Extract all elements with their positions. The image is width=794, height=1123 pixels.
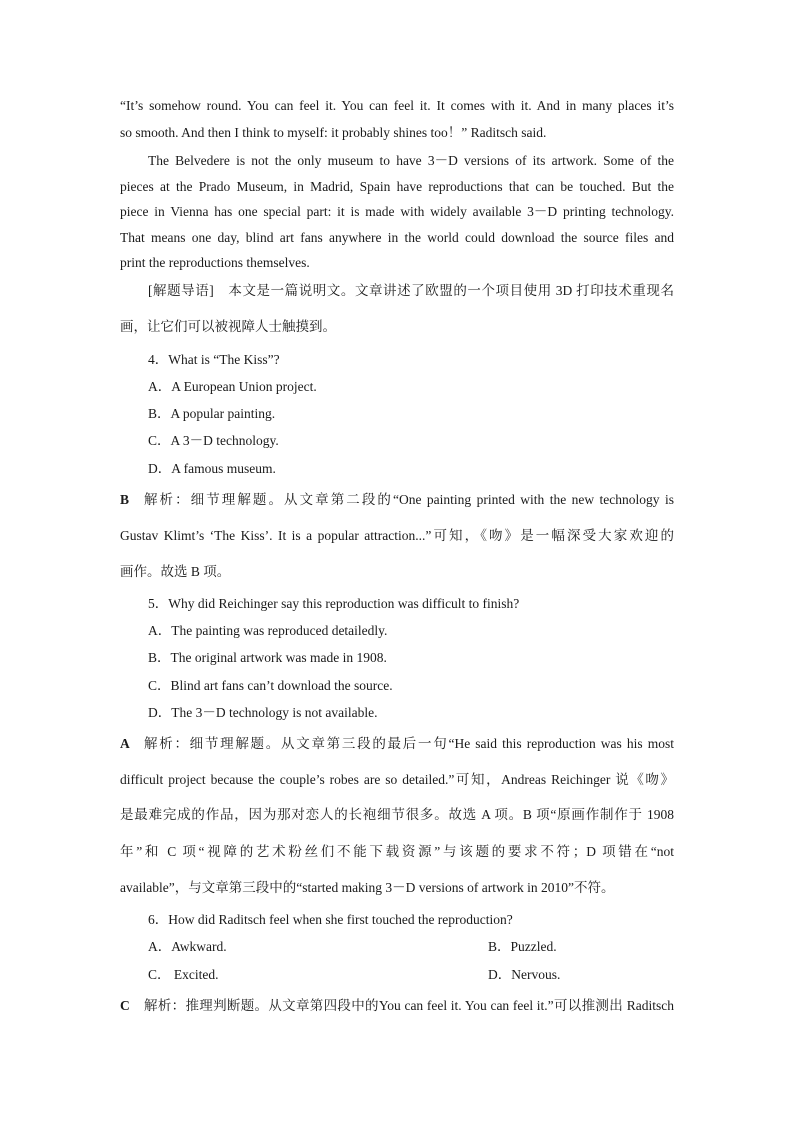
q4-option-a: A．A European Union project. [148,379,317,394]
q5-explanation-line2: difficult project because the couple’s robes are so detailed.”可知，Andreas Reichinger 说《吻》 [120,772,674,787]
q6-explanation-line1: 解析：推理判断题。从文章第四段中的You can feel it. You can feel it.”可以推测出 Raditsch [144,998,674,1013]
passage-p1-line1: “It’s somehow round. You can feel it. You can feel it. It comes with it. And in many places it’s [120,98,674,113]
q5-explanation-line5: available”，与文章第三段中的“started making 3－D versions of artwork in 2010”不符。 [120,880,615,895]
guide-line1: [解题导语] 本文是一篇说明文。文章讲述了欧盟的一个项目使用 3D 打印技术重现名 [148,283,674,298]
q4-answer: B [120,492,130,507]
q4-option-b: B．A popular painting. [148,406,276,421]
q5-explanation-line4: 年”和 C 项“视障的艺术粉丝们不能下载资源”与该题的要求不符；D 项错在“not [120,844,674,859]
q5-option-b: B．The original artwork was made in 1908. [148,650,387,665]
passage-p2-line5: print the reproductions themselves. [120,255,310,270]
q6-answer: C [120,998,130,1013]
q4-option-c: C．A 3－D technology. [148,433,279,448]
q5-explanation-line3: 是最难完成的作品，因为那对恋人的长袍细节很多。故选 A 项。B 项“原画作制作于 1908 [120,807,674,822]
q5-stem: 5．Why did Reichinger say this reproduction was difficult to finish? [148,596,520,611]
guide-line2: 画，让它们可以被视障人士触摸到。 [120,319,336,334]
passage-p2-line4: That means one day, blind art fans anywhere in the world could download the source files and [120,230,674,245]
q4-explanation-line1: 解析：细节理解题。从文章第二段的“One painting printed with the new technology is [144,492,674,507]
q4-explanation-line3: 画作。故选 B 项。 [120,564,231,579]
q6-option-d: D．Nervous. [488,967,561,982]
passage-p2-line1: The Belvedere is not the only museum to have 3－D versions of its artwork. Some of the [148,153,674,168]
passage-p1-line2: so smooth. And then I think to myself: it probably shines too！” Raditsch said. [120,125,547,140]
q4-stem: 4．What is “The Kiss”? [148,352,280,367]
passage-p2-line2: pieces at the Prado Museum, in Madrid, Spain have reproductions that can be touched. But the [120,179,674,194]
q5-option-d: D．The 3－D technology is not available. [148,705,378,720]
q5-answer: A [120,736,130,751]
q6-option-b: B．Puzzled. [488,939,557,954]
q5-option-a: A．The painting was reproduced detailedly. [148,623,388,638]
q6-option-a: A．Awkward. [148,939,227,954]
q4-explanation-line2: Gustav Klimt’s ‘The Kiss’. It is a popular attraction...”可知，《吻》是一幅深受大家欢迎的 [120,528,674,543]
passage-p2-line3: piece in Vienna has one special part: it is made with widely available 3－D printing technology. [120,204,674,219]
q5-explanation-line1: 解析：细节理解题。从文章第三段的最后一句“He said this reproduction was his most [144,736,674,751]
q6-option-c: C． Excited. [148,967,219,982]
q4-option-d: D．A famous museum. [148,461,276,476]
q5-option-c: C．Blind art fans can’t download the source. [148,678,393,693]
q6-stem: 6．How did Raditsch feel when she first touched the reproduction? [148,912,513,927]
